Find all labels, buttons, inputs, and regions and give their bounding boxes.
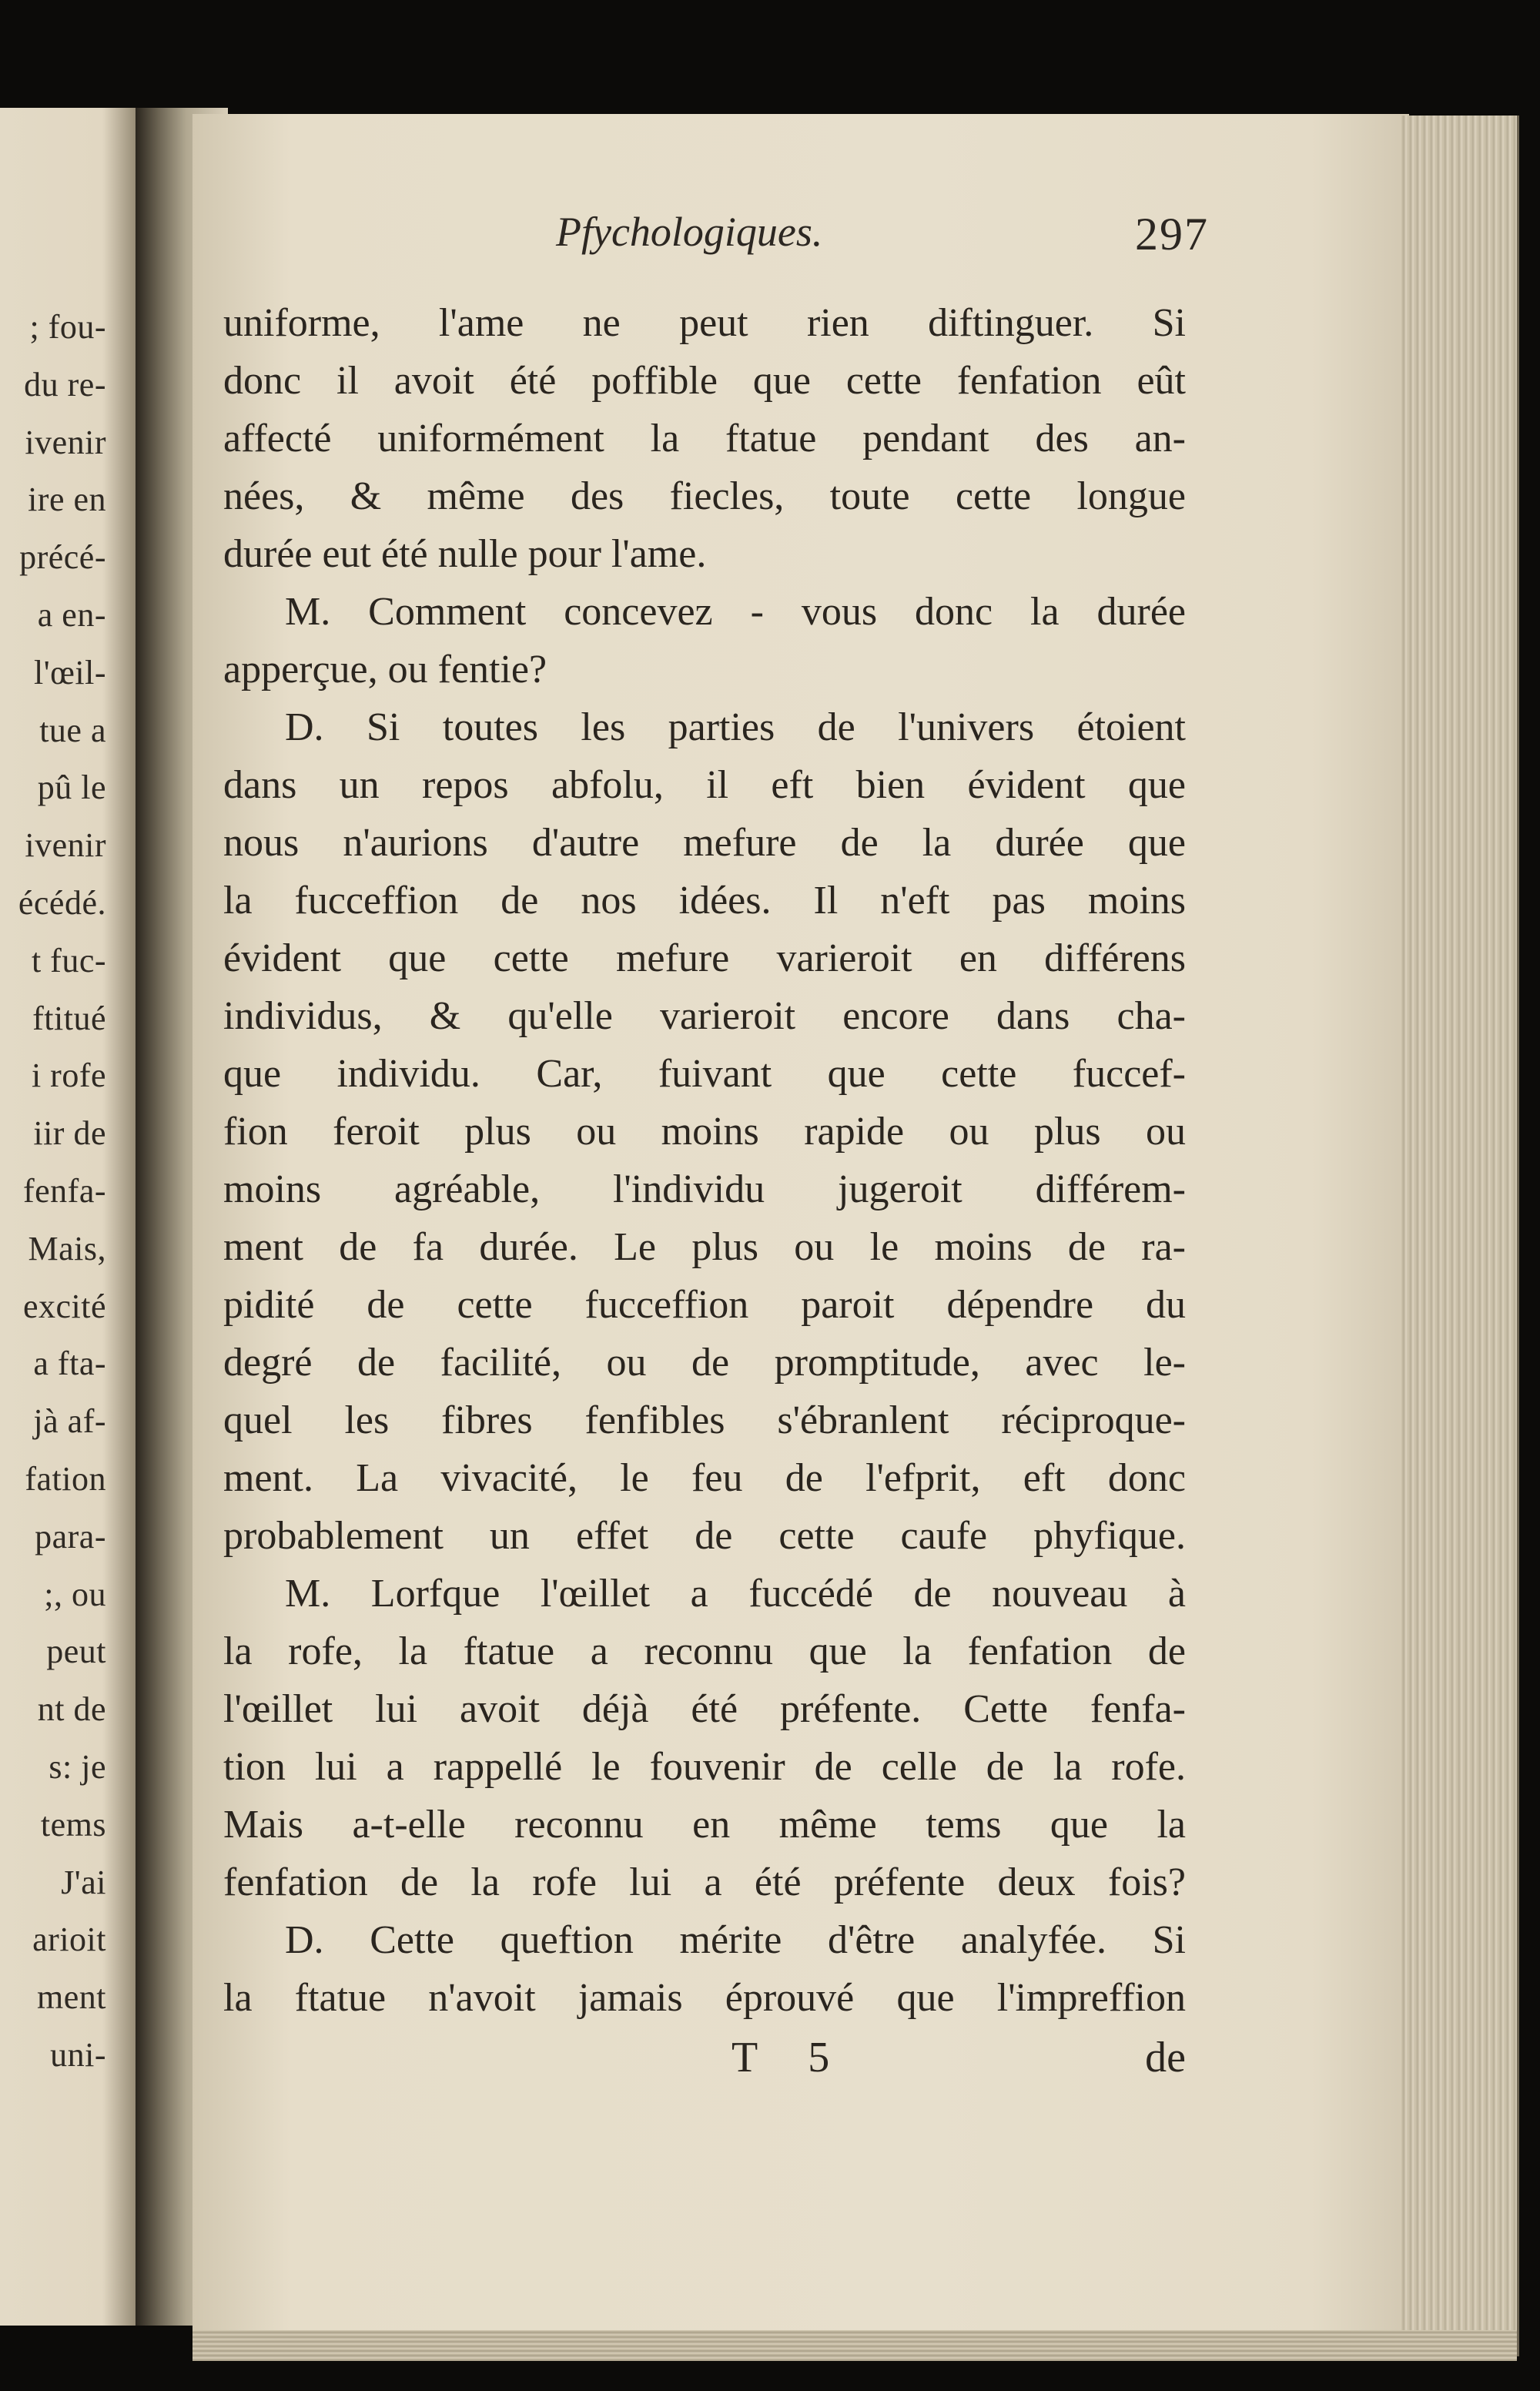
left-line: ;, ou	[44, 1575, 106, 1613]
left-line: fation	[25, 1459, 106, 1498]
page-edges	[1401, 116, 1519, 2356]
text-line: M. Lorfque l'œillet a fuccédé de nouveau à	[285, 1572, 1186, 1616]
text-line: dans un repos abfolu, il eft bien évident que	[223, 763, 1186, 807]
left-line: ment	[37, 1978, 106, 2017]
left-line: uni-	[50, 2035, 106, 2074]
left-line: l'œil-	[33, 653, 106, 692]
text-line: durée eut été nulle pour l'ame.	[223, 532, 707, 576]
left-line: J'ai	[61, 1863, 106, 1901]
text-line: moins agréable, l'individu jugeroit différem-	[223, 1167, 1186, 1211]
text-line: nous n'aurions d'autre mefure de la durée que	[223, 821, 1186, 865]
text-line: l'œillet lui avoit déjà été préfente. Cette fenfa-	[223, 1687, 1186, 1731]
text-line: donc il avoit été poffible que cette fenfation eût	[223, 359, 1186, 403]
left-line: iir de	[33, 1114, 106, 1153]
text-line: la ftatue n'avoit jamais éprouvé que l'impreffion	[223, 1976, 1186, 2020]
signature-mark: T 5	[732, 2034, 850, 2081]
text-line: évident que cette mefure varieroit en différens	[223, 936, 1186, 980]
left-line: para-	[35, 1517, 106, 1555]
text-line: probablement un effet de cette caufe phyfique.	[223, 1514, 1186, 1558]
text-line: affecté uniformément la ftatue pendant des an-	[223, 417, 1186, 460]
text-line: ment. La vivacité, le feu de l'efprit, eft donc	[223, 1456, 1186, 1500]
left-line: ivenir	[25, 826, 106, 865]
text-line: que individu. Car, fuivant que cette fuccef-	[223, 1052, 1186, 1096]
text-line: apperçue, ou fentie?	[223, 648, 547, 692]
left-line: excité	[22, 1287, 106, 1325]
running-head: Pfychologiques.	[556, 209, 823, 255]
page-number: 297	[1135, 209, 1209, 260]
text-line: M. Comment concevez - vous donc la durée	[285, 590, 1186, 634]
left-line: ; fou-	[29, 308, 106, 346]
left-line: a en-	[37, 595, 106, 634]
left-line: s: je	[49, 1747, 106, 1786]
body-text	[223, 294, 1186, 2027]
text-line: la fucceffion de nos idées. Il n'eft pas moins	[223, 879, 1186, 923]
left-line: ivenir	[25, 423, 106, 461]
left-line: tems	[40, 1805, 106, 1843]
catchword: de	[1145, 2034, 1186, 2081]
text-line: D. Si toutes les parties de l'univers étoient	[285, 705, 1186, 749]
left-page	[0, 108, 146, 2326]
left-line: ire en	[28, 481, 106, 519]
left-line: t fuc-	[31, 941, 106, 980]
left-line: i rofe	[31, 1057, 106, 1095]
left-page-text	[0, 299, 106, 2085]
text-line: nées, & même des fiecles, toute cette longue	[223, 474, 1186, 518]
page-bottom-edge	[192, 2330, 1517, 2361]
text-line: degré de facilité, ou de promptitude, avec le-	[223, 1341, 1186, 1385]
text-line: Mais a-t-elle reconnu en même tems que la	[223, 1803, 1186, 1847]
text-line: fenfation de la rofe lui a été préfente deux fois?	[223, 1860, 1186, 1904]
left-line: écédé.	[18, 883, 106, 922]
left-line: arioit	[32, 1921, 106, 1959]
left-line: jà af-	[33, 1402, 106, 1441]
text-line: uniforme, l'ame ne peut rien diftinguer. Si	[223, 301, 1186, 345]
left-line: peut	[46, 1633, 106, 1671]
left-line: a fta-	[33, 1345, 106, 1383]
left-line: du re-	[24, 365, 106, 404]
text-line: tion lui a rappellé le fouvenir de celle de la rofe.	[223, 1745, 1186, 1789]
left-line: nt de	[37, 1690, 106, 1729]
left-line: Mais,	[28, 1229, 106, 1267]
text-line: individus, & qu'elle varieroit encore dans cha-	[223, 994, 1186, 1038]
left-line: tue a	[39, 711, 106, 749]
left-line: pû le	[37, 769, 106, 807]
text-line: la rofe, la ftatue a reconnu que la fenfation de	[223, 1629, 1186, 1673]
left-line: fenfa-	[22, 1171, 106, 1210]
text-line: pidité de cette fucceffion paroit dépendre du	[223, 1283, 1186, 1327]
left-line: précé-	[19, 538, 106, 577]
page-header	[223, 208, 1209, 270]
page-footer	[223, 2033, 1186, 2095]
text-line: D. Cette queftion mérite d'être analyfée. Si	[285, 1918, 1186, 1962]
text-line: fion feroit plus ou moins rapide ou plus ou	[223, 1110, 1186, 1154]
text-line: ment de fa durée. Le plus ou le moins de ra-	[223, 1225, 1186, 1269]
left-line: ftitué	[32, 999, 106, 1037]
text-line: quel les fibres fenfibles s'ébranlent réciproque-	[223, 1398, 1186, 1442]
